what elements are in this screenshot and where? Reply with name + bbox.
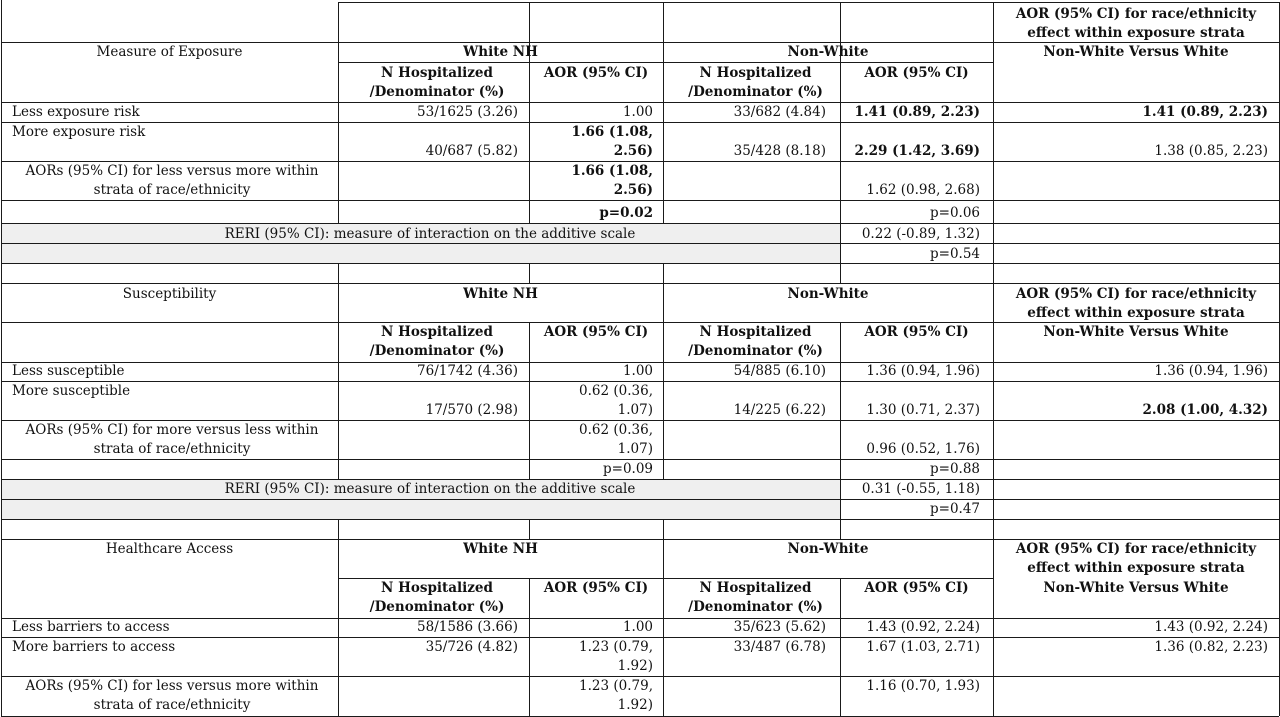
reri-label: RERI (95% CI): measure of interaction on the additive scale [224, 226, 636, 242]
n-header: N Hospitalized /Denominator (%) [369, 580, 505, 615]
cell-aor: 1.00 [622, 363, 653, 379]
cell-n: 35/623 (5.62) [733, 619, 826, 635]
cell-n: 54/885 (6.10) [733, 363, 826, 379]
cell-effect: 2.08 (1.00, 4.32) [1142, 402, 1268, 418]
p-value: p=0.06 [929, 205, 980, 221]
table-rule [338, 283, 339, 479]
aor-header: AOR (95% CI) [864, 65, 969, 81]
table-rule [529, 263, 530, 283]
effect-header: AOR (95% CI) for race/ethnicity effect within exposure strata [1015, 541, 1257, 576]
measure-label: Susceptibility [122, 286, 217, 302]
n-header: N Hospitalized /Denominator (%) [688, 324, 823, 359]
cell-aor: 0.96 (0.52, 1.76) [866, 441, 980, 457]
table-rule [1, 200, 1279, 201]
cell-aor: 1.00 [622, 619, 653, 635]
within-label: AORs (95% CI) for less versus more within strata of race/ethnicity [25, 163, 319, 198]
within-label: AORs (95% CI) for less versus more within strata of race/ethnicity [25, 678, 319, 713]
compare-header: Non-White Versus White [1043, 324, 1229, 340]
table-rule [529, 519, 530, 539]
reri-value: 0.22 (-0.89, 1.32) [861, 226, 980, 242]
cell-n: 35/726 (4.82) [425, 639, 518, 655]
n-header: N Hospitalized /Denominator (%) [369, 324, 505, 359]
aor-header: AOR (95% CI) [864, 580, 969, 596]
p-value: p=0.47 [929, 501, 980, 517]
cell-n: 58/1586 (3.66) [417, 619, 518, 635]
group-header-nonwhite: Non-White [787, 286, 869, 302]
group-header-nonwhite: Non-White [787, 541, 869, 557]
compare-header: Non-White Versus White [1043, 44, 1229, 60]
cell-aor: 2.29 (1.42, 3.69) [854, 143, 980, 159]
cell-aor: 1.36 (0.94, 1.96) [866, 363, 980, 379]
measure-label: Healthcare Access [105, 541, 234, 557]
row-label: Less susceptible [12, 363, 125, 379]
effect-header: AOR (95% CI) for race/ethnicity effect within exposure strata [1015, 286, 1257, 321]
compare-header: Non-White Versus White [1043, 580, 1229, 596]
row-label: More exposure risk [12, 124, 146, 140]
table-rule [1, 223, 1279, 224]
cell-n: 33/487 (6.78) [733, 639, 826, 655]
table-rule [1, 0, 2, 716]
cell-aor: 1.43 (0.92, 2.24) [866, 619, 980, 635]
cell-effect: 1.43 (0.92, 2.24) [1154, 619, 1268, 635]
cell-aor: 1.30 (0.71, 2.37) [866, 402, 980, 418]
reri-label: RERI (95% CI): measure of interaction on the additive scale [224, 481, 636, 497]
aor-header: AOR (95% CI) [543, 65, 649, 81]
cell-effect: 1.36 (0.94, 1.96) [1154, 363, 1268, 379]
row-label: More susceptible [12, 383, 131, 399]
table-rule [338, 62, 993, 63]
cell-n: 14/225 (6.22) [733, 402, 826, 418]
n-header: N Hospitalized /Denominator (%) [688, 65, 823, 100]
table-rule [1, 283, 1279, 284]
table-rule [1, 519, 1279, 520]
cell-aor: 1.41 (0.89, 2.23) [854, 104, 980, 120]
cell-aor: 1.66 (1.08, 2.56) [571, 124, 653, 159]
p-value: p=0.54 [929, 246, 980, 262]
group-header-nonwhite: Non-White [787, 44, 869, 60]
cell-aor: 1.67 (1.03, 2.71) [866, 639, 980, 655]
p-value: p=0.02 [599, 205, 653, 221]
cell-n: 40/687 (5.82) [425, 143, 518, 159]
table-rule [338, 519, 339, 539]
cell-effect: 1.36 (0.82, 2.23) [1154, 639, 1268, 655]
n-header: N Hospitalized /Denominator (%) [688, 580, 823, 615]
aor-header: AOR (95% CI) [543, 324, 649, 340]
cell-n: 35/428 (8.18) [733, 143, 826, 159]
table-rule [663, 283, 664, 479]
group-header-white: White NH [463, 541, 538, 557]
aor-header: AOR (95% CI) [864, 324, 969, 340]
reri-value: 0.31 (-0.55, 1.18) [861, 481, 980, 497]
group-header-white: White NH [463, 286, 538, 302]
table-rule [338, 263, 339, 283]
row-label: More barriers to access [12, 639, 176, 655]
cell-aor: 1.23 (0.79, 1.92) [579, 678, 653, 713]
cell-aor: 0.62 (0.36, 1.07) [579, 383, 653, 418]
aor-header: AOR (95% CI) [543, 580, 649, 596]
table-rule [663, 263, 664, 283]
cell-effect: 1.41 (0.89, 2.23) [1142, 104, 1268, 120]
cell-n: 33/682 (4.84) [733, 104, 826, 120]
table-rule [663, 519, 664, 539]
cell-n: 17/570 (2.98) [425, 402, 518, 418]
cell-aor: 1.00 [622, 104, 653, 120]
measure-label: Measure of Exposure [96, 44, 243, 60]
within-label: AORs (95% CI) for more versus less within strata of race/ethnicity [25, 422, 319, 457]
p-value: p=0.09 [602, 461, 653, 477]
cell-aor: 1.62 (0.98, 2.68) [866, 182, 980, 198]
p-value: p=0.88 [929, 461, 980, 477]
table-rule [529, 322, 530, 479]
table-rule [529, 578, 530, 716]
cell-aor: 0.62 (0.36, 1.07) [579, 422, 653, 457]
table-rule [338, 2, 1279, 3]
row-label: Less barriers to access [12, 619, 170, 635]
group-header-white: White NH [463, 44, 538, 60]
row-label: Less exposure risk [12, 104, 140, 120]
cell-aor: 1.16 (0.70, 1.93) [866, 678, 980, 694]
cell-effect: 1.38 (0.85, 2.23) [1154, 143, 1268, 159]
n-header: N Hospitalized /Denominator (%) [369, 65, 505, 100]
cell-aor: 1.23 (0.79, 1.92) [579, 639, 653, 674]
table-rule [1, 499, 1279, 500]
cell-n: 53/1625 (3.26) [417, 104, 518, 120]
cell-aor: 1.66 (1.08, 2.56) [571, 163, 653, 198]
cell-n: 76/1742 (4.36) [417, 363, 518, 379]
effect-header: AOR (95% CI) for race/ethnicity effect within exposure strata [1015, 6, 1257, 41]
table-rule [1, 263, 1279, 264]
